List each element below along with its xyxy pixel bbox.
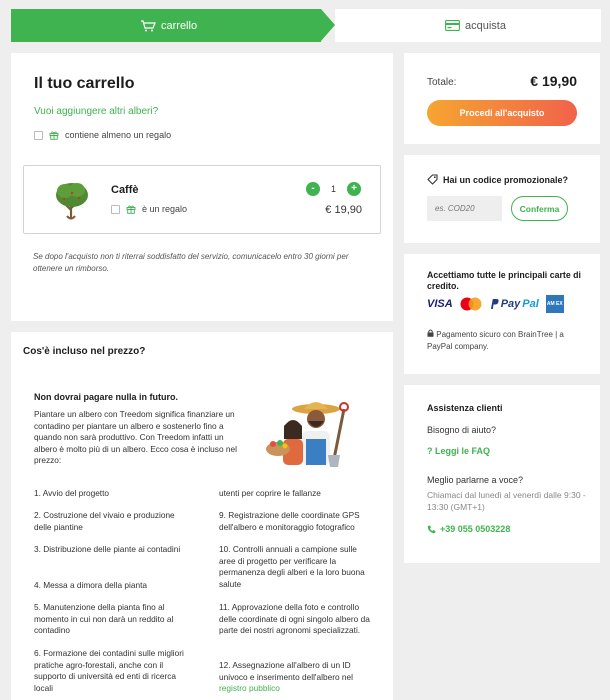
- checkout-steps: [11, 9, 601, 42]
- cart-item: [23, 165, 381, 234]
- coffee-tree-icon: [52, 178, 92, 222]
- farmer-illustration: [258, 399, 353, 471]
- promo-question-label: Hai un codice promozionale?: [443, 174, 569, 185]
- need-help-label: Bisogno di aiuto?: [427, 425, 497, 435]
- included-list-item-text: 11. Approvazione della foto e controllo delle coordinate di ogni singolo albero da parte dei nostri agronomi specializzati.: [219, 602, 370, 635]
- total-card: [404, 53, 600, 144]
- phone-link[interactable]: [427, 524, 510, 534]
- checkout-button[interactable]: Procedi all'acquisto: [427, 100, 577, 126]
- promo-confirm-button[interactable]: Conferma: [511, 196, 568, 221]
- included-list-item: 4. Messa a dimora della pianta: [34, 580, 147, 590]
- cart-icon: [140, 20, 156, 32]
- included-list-item: [219, 602, 374, 637]
- included-description: Piantare un albero con Treedom significa finanziare un contadino per piantare un albero e sostenerlo fino a quando non sarà produttivo. Con Treedom infatti un albero è molto più di un albero. Ecco cosa è incluso nel prezzo:: [34, 409, 237, 465]
- public-registry-link[interactable]: registro pubblico: [219, 683, 280, 693]
- included-list-item: [219, 544, 374, 590]
- faq-link[interactable]: [427, 446, 490, 456]
- step-cart-label: carrello: [161, 19, 198, 32]
- included-list-item-text: utenti per coprire le fallanze: [219, 488, 321, 498]
- promo-question: [427, 174, 568, 185]
- step-checkout-label: acquista: [465, 19, 506, 32]
- included-list-item: 1. Avvio del progetto: [34, 488, 110, 498]
- paypal-text-a: Pay: [500, 298, 521, 310]
- tag-icon: [427, 174, 438, 185]
- included-list-item: [219, 660, 374, 695]
- help-card: [404, 385, 600, 563]
- add-more-trees-link[interactable]: Vuoi aggiungere altri alberi?: [34, 106, 159, 117]
- contains-gift-option[interactable]: [34, 130, 171, 140]
- refund-note: Se dopo l'acquisto non ti riterrai soddisfatto del servizio, comunicacelo entro 30 giorni per ottenere un rimborso.: [33, 252, 349, 273]
- promo-code-input[interactable]: [427, 196, 502, 221]
- step-cart[interactable]: [11, 9, 321, 42]
- item-gift-option[interactable]: [111, 204, 187, 214]
- step-checkout[interactable]: [335, 9, 601, 42]
- amex-logo: AM EX: [546, 295, 564, 313]
- credit-card-icon: [445, 20, 460, 31]
- question-icon: ?: [427, 446, 433, 456]
- included-list-item: 6. Formazione dei contadini sulle migliori pratiche agro-forestali, anche con il supporto di università ed enti di ricerca locali: [34, 648, 184, 693]
- included-list-item: [219, 488, 374, 500]
- included-list-item-text: 12. Assegnazione all'albero di un ID univoco e inserimento dell'albero nel: [219, 660, 353, 682]
- gift-icon: [49, 130, 59, 140]
- voice-question: Meglio parlarne a voce?: [427, 475, 524, 485]
- cart-card: [11, 53, 393, 321]
- phone-number: +39 055 0503228: [440, 524, 511, 534]
- included-list-item: 5. Manutenzione della pianta fino al momento in cui non darà un reddito al contadino: [34, 602, 174, 635]
- payment-logos: [427, 295, 564, 313]
- item-name: Caffè: [111, 184, 139, 196]
- total-label: Totale:: [427, 77, 457, 88]
- included-list-item-text: 10. Controlli annuali a campione sulle aree di progetto per verificare la permanenza degli alberi e la loro buona salute: [219, 544, 365, 589]
- visa-logo: VISA: [427, 298, 453, 310]
- secure-payment-note: [427, 329, 587, 353]
- payment-card: [404, 254, 600, 374]
- total-value: € 19,90: [530, 73, 577, 89]
- item-gift-label: è un regalo: [142, 204, 188, 214]
- included-list-item: 2. Costruzione del vivaio e produzione delle piantine: [34, 510, 175, 532]
- secure-payment-text: Pagamento sicuro con BrainTree | a PayPal company.: [427, 330, 564, 351]
- included-title: Cos'è incluso nel prezzo?: [23, 346, 146, 357]
- included-card: [11, 332, 393, 700]
- item-gift-checkbox[interactable]: [111, 205, 120, 214]
- cart-title: Il tuo carrello: [34, 75, 135, 92]
- increase-quantity-button[interactable]: +: [347, 182, 361, 196]
- lock-icon: [427, 329, 434, 337]
- phone-icon: [427, 525, 436, 534]
- gift-icon: [126, 204, 136, 214]
- mastercard-logo: [460, 297, 482, 311]
- contains-gift-checkbox[interactable]: [34, 131, 43, 140]
- quantity-stepper: [306, 182, 361, 196]
- included-list-item: [219, 510, 374, 533]
- help-title: Assistenza clienti: [427, 403, 503, 413]
- quantity-value[interactable]: 1: [330, 184, 336, 194]
- faq-link-label: Leggi le FAQ: [435, 446, 491, 456]
- call-hours: Chiamaci dal lunedì al venerdì dalle 9:30 - 13:30 (GMT+1): [427, 490, 586, 512]
- included-list-item-text: 9. Registrazione delle coordinate GPS dell'albero e monitoraggio fotografico: [219, 510, 360, 532]
- included-subtitle: Non dovrai pagare nulla in futuro.: [34, 392, 179, 402]
- included-list-item: 3. Distribuzione delle piante ai contadini: [34, 544, 181, 554]
- promo-card: [404, 155, 600, 243]
- item-price: € 19,90: [325, 204, 362, 216]
- paypal-logo: [489, 298, 539, 310]
- payment-title: Accettiamo tutte le principali carte di credito.: [427, 270, 581, 291]
- decrease-quantity-button[interactable]: -: [306, 182, 320, 196]
- contains-gift-label: contiene almeno un regalo: [65, 130, 172, 140]
- paypal-icon: [489, 298, 499, 310]
- paypal-text-b: Pal: [522, 298, 539, 310]
